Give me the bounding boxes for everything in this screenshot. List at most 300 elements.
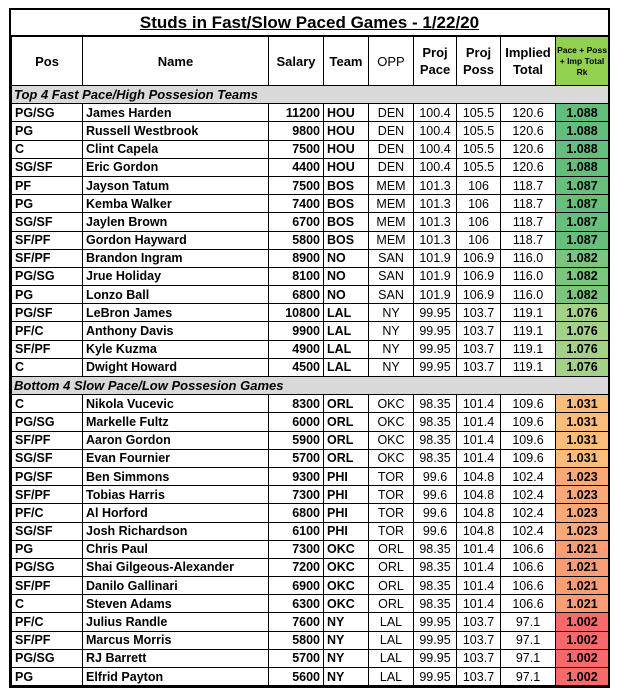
cell-proj-pace: 101.3: [414, 195, 457, 213]
section-header-row: [12, 377, 609, 395]
cell-pos: PG/SF: [12, 467, 83, 485]
cell-rank: 1.002: [556, 649, 609, 667]
cell-opp: OKC: [369, 449, 414, 467]
cell-proj-pace: 101.9: [414, 286, 457, 304]
cell-team: BOS: [324, 176, 369, 194]
cell-name: Jayson Tatum: [83, 176, 269, 194]
cell-opp: SAN: [369, 249, 414, 267]
table-row: [12, 668, 609, 686]
cell-implied-total: 119.1: [501, 304, 556, 322]
header-pos: Pos: [12, 37, 83, 86]
cell-proj-pace: 98.35: [414, 431, 457, 449]
cell-opp: NY: [369, 340, 414, 358]
cell-proj-poss: 103.7: [457, 304, 501, 322]
table-row: [12, 267, 609, 285]
cell-name: Julius Randle: [83, 613, 269, 631]
cell-salary: 8900: [269, 249, 324, 267]
table-row: [12, 104, 609, 122]
cell-proj-poss: 101.4: [457, 395, 501, 413]
table-row: [12, 140, 609, 158]
cell-team: OKC: [324, 595, 369, 613]
cell-opp: TOR: [369, 486, 414, 504]
cell-rank: 1.021: [556, 558, 609, 576]
cell-salary: 8300: [269, 395, 324, 413]
table-row: [12, 213, 609, 231]
cell-pos: PF/C: [12, 504, 83, 522]
cell-proj-pace: 99.95: [414, 340, 457, 358]
cell-team: BOS: [324, 213, 369, 231]
cell-name: Ben Simmons: [83, 467, 269, 485]
header-row: [12, 37, 609, 86]
table-row: [12, 231, 609, 249]
table-row: [12, 122, 609, 140]
cell-salary: 7400: [269, 195, 324, 213]
cell-pos: SF/PF: [12, 486, 83, 504]
cell-implied-total: 97.1: [501, 631, 556, 649]
cell-salary: 5800: [269, 631, 324, 649]
cell-proj-poss: 103.7: [457, 358, 501, 376]
table-row: [12, 195, 609, 213]
cell-implied-total: 102.4: [501, 522, 556, 540]
cell-proj-poss: 105.5: [457, 104, 501, 122]
cell-proj-pace: 99.95: [414, 649, 457, 667]
cell-implied-total: 97.1: [501, 668, 556, 686]
cell-proj-poss: 105.5: [457, 158, 501, 176]
cell-proj-poss: 104.8: [457, 522, 501, 540]
cell-salary: 8100: [269, 267, 324, 285]
cell-salary: 4500: [269, 358, 324, 376]
header-salary: Salary: [269, 37, 324, 86]
cell-opp: DEN: [369, 104, 414, 122]
cell-team: ORL: [324, 431, 369, 449]
table-body: [12, 86, 609, 686]
cell-pos: PG/SF: [12, 304, 83, 322]
cell-team: OKC: [324, 558, 369, 576]
cell-implied-total: 116.0: [501, 267, 556, 285]
cell-pos: SG/SF: [12, 158, 83, 176]
cell-implied-total: 106.6: [501, 577, 556, 595]
cell-opp: OKC: [369, 431, 414, 449]
cell-proj-pace: 101.3: [414, 213, 457, 231]
cell-proj-poss: 106.9: [457, 286, 501, 304]
cell-salary: 9900: [269, 322, 324, 340]
cell-opp: TOR: [369, 504, 414, 522]
cell-salary: 6900: [269, 577, 324, 595]
cell-opp: SAN: [369, 286, 414, 304]
cell-name: Chris Paul: [83, 540, 269, 558]
cell-team: LAL: [324, 304, 369, 322]
cell-salary: 6800: [269, 504, 324, 522]
cell-implied-total: 97.1: [501, 613, 556, 631]
cell-proj-pace: 99.95: [414, 631, 457, 649]
cell-salary: 6300: [269, 595, 324, 613]
cell-proj-poss: 103.7: [457, 649, 501, 667]
cell-rank: 1.088: [556, 158, 609, 176]
cell-proj-pace: 99.95: [414, 668, 457, 686]
cell-opp: ORL: [369, 558, 414, 576]
table-row: [12, 522, 609, 540]
cell-name: Markelle Fultz: [83, 413, 269, 431]
cell-implied-total: 102.4: [501, 504, 556, 522]
cell-pos: PG: [12, 286, 83, 304]
cell-opp: SAN: [369, 267, 414, 285]
cell-proj-pace: 100.4: [414, 122, 457, 140]
cell-rank: 1.076: [556, 340, 609, 358]
cell-pos: SG/SF: [12, 522, 83, 540]
cell-implied-total: 116.0: [501, 249, 556, 267]
cell-proj-poss: 101.4: [457, 449, 501, 467]
cell-proj-pace: 99.95: [414, 304, 457, 322]
cell-team: HOU: [324, 140, 369, 158]
cell-salary: 5800: [269, 231, 324, 249]
cell-team: PHI: [324, 467, 369, 485]
cell-proj-pace: 101.9: [414, 267, 457, 285]
cell-rank: 1.088: [556, 122, 609, 140]
cell-proj-pace: 98.35: [414, 413, 457, 431]
cell-name: Aaron Gordon: [83, 431, 269, 449]
cell-proj-poss: 103.7: [457, 340, 501, 358]
table-row: [12, 249, 609, 267]
cell-team: NY: [324, 668, 369, 686]
cell-proj-poss: 101.4: [457, 413, 501, 431]
cell-proj-poss: 101.4: [457, 595, 501, 613]
cell-proj-pace: 98.35: [414, 449, 457, 467]
cell-team: BOS: [324, 231, 369, 249]
cell-rank: 1.021: [556, 577, 609, 595]
cell-name: Evan Fournier: [83, 449, 269, 467]
cell-pos: SF/PF: [12, 577, 83, 595]
cell-salary: 5600: [269, 668, 324, 686]
cell-implied-total: 119.1: [501, 358, 556, 376]
header-team: Team: [324, 37, 369, 86]
cell-proj-poss: 101.4: [457, 577, 501, 595]
cell-implied-total: 102.4: [501, 486, 556, 504]
cell-team: NO: [324, 249, 369, 267]
cell-proj-poss: 106: [457, 195, 501, 213]
cell-implied-total: 116.0: [501, 286, 556, 304]
cell-team: PHI: [324, 486, 369, 504]
cell-rank: 1.082: [556, 286, 609, 304]
cell-pos: SF/PF: [12, 340, 83, 358]
cell-rank: 1.023: [556, 522, 609, 540]
cell-team: LAL: [324, 358, 369, 376]
cell-name: Dwight Howard: [83, 358, 269, 376]
cell-implied-total: 109.6: [501, 431, 556, 449]
cell-opp: DEN: [369, 140, 414, 158]
cell-proj-pace: 99.6: [414, 504, 457, 522]
table-row: [12, 449, 609, 467]
cell-rank: 1.023: [556, 504, 609, 522]
cell-proj-pace: 101.3: [414, 176, 457, 194]
cell-rank: 1.002: [556, 668, 609, 686]
cell-salary: 7200: [269, 558, 324, 576]
cell-salary: 4400: [269, 158, 324, 176]
cell-pos: PF/C: [12, 322, 83, 340]
cell-team: OKC: [324, 577, 369, 595]
cell-name: Brandon Ingram: [83, 249, 269, 267]
cell-team: ORL: [324, 395, 369, 413]
section-header-row: [12, 86, 609, 104]
cell-implied-total: 109.6: [501, 449, 556, 467]
header-name: Name: [83, 37, 269, 86]
cell-team: ORL: [324, 413, 369, 431]
table-row: [12, 322, 609, 340]
cell-name: Eric Gordon: [83, 158, 269, 176]
cell-name: Jaylen Brown: [83, 213, 269, 231]
cell-proj-pace: 99.6: [414, 522, 457, 540]
table-row: [12, 304, 609, 322]
table-row: [12, 413, 609, 431]
cell-pos: PG: [12, 540, 83, 558]
cell-opp: DEN: [369, 158, 414, 176]
cell-rank: 1.087: [556, 213, 609, 231]
cell-proj-pace: 98.35: [414, 595, 457, 613]
table-row: [12, 431, 609, 449]
cell-proj-pace: 99.6: [414, 467, 457, 485]
cell-rank: 1.023: [556, 467, 609, 485]
table-row: [12, 504, 609, 522]
cell-team: HOU: [324, 158, 369, 176]
header-rank: Pace + Poss + Imp Total Rk: [556, 37, 609, 86]
cell-rank: 1.031: [556, 395, 609, 413]
cell-pos: SF/PF: [12, 431, 83, 449]
cell-team: LAL: [324, 340, 369, 358]
cell-proj-poss: 101.4: [457, 431, 501, 449]
cell-implied-total: 106.6: [501, 595, 556, 613]
cell-rank: 1.088: [556, 104, 609, 122]
cell-team: PHI: [324, 504, 369, 522]
cell-pos: PG: [12, 668, 83, 686]
cell-proj-pace: 99.95: [414, 322, 457, 340]
cell-proj-pace: 101.3: [414, 231, 457, 249]
cell-implied-total: 120.6: [501, 140, 556, 158]
cell-opp: ORL: [369, 577, 414, 595]
cell-pos: SF/PF: [12, 249, 83, 267]
cell-name: Tobias Harris: [83, 486, 269, 504]
spreadsheet: [9, 8, 610, 688]
cell-name: Danilo Gallinari: [83, 577, 269, 595]
cell-name: Jrue Holiday: [83, 267, 269, 285]
cell-pos: C: [12, 595, 83, 613]
cell-pos: C: [12, 140, 83, 158]
header-implied-total: Implied Total: [501, 37, 556, 86]
cell-team: NY: [324, 613, 369, 631]
cell-proj-poss: 105.5: [457, 122, 501, 140]
cell-proj-pace: 98.35: [414, 540, 457, 558]
cell-name: Steven Adams: [83, 595, 269, 613]
cell-opp: MEM: [369, 176, 414, 194]
cell-salary: 7300: [269, 486, 324, 504]
cell-proj-poss: 104.8: [457, 486, 501, 504]
cell-rank: 1.082: [556, 249, 609, 267]
cell-implied-total: 97.1: [501, 649, 556, 667]
cell-implied-total: 120.6: [501, 104, 556, 122]
cell-rank: 1.087: [556, 176, 609, 194]
cell-salary: 4900: [269, 340, 324, 358]
table-row: [12, 558, 609, 576]
cell-pos: PF/C: [12, 613, 83, 631]
cell-rank: 1.031: [556, 449, 609, 467]
cell-salary: 5900: [269, 431, 324, 449]
cell-team: NY: [324, 649, 369, 667]
cell-name: Marcus Morris: [83, 631, 269, 649]
cell-opp: MEM: [369, 231, 414, 249]
cell-proj-poss: 103.7: [457, 631, 501, 649]
cell-rank: 1.002: [556, 631, 609, 649]
cell-team: HOU: [324, 122, 369, 140]
cell-opp: LAL: [369, 631, 414, 649]
cell-pos: SG/SF: [12, 449, 83, 467]
cell-rank: 1.087: [556, 231, 609, 249]
header-proj-poss: Proj Poss: [457, 37, 501, 86]
cell-opp: TOR: [369, 522, 414, 540]
cell-name: Clint Capela: [83, 140, 269, 158]
cell-team: HOU: [324, 104, 369, 122]
cell-name: Kemba Walker: [83, 195, 269, 213]
table-row: [12, 486, 609, 504]
table-row: [12, 358, 609, 376]
cell-pos: C: [12, 358, 83, 376]
cell-opp: ORL: [369, 540, 414, 558]
cell-pos: PG/SG: [12, 413, 83, 431]
cell-salary: 10800: [269, 304, 324, 322]
cell-opp: OKC: [369, 413, 414, 431]
cell-name: Elfrid Payton: [83, 668, 269, 686]
cell-name: Russell Westbrook: [83, 122, 269, 140]
section-label: Bottom 4 Slow Pace/Low Possesion Games: [12, 377, 609, 395]
cell-proj-pace: 100.4: [414, 158, 457, 176]
table-row: [12, 158, 609, 176]
cell-opp: MEM: [369, 195, 414, 213]
cell-team: OKC: [324, 540, 369, 558]
cell-proj-pace: 101.9: [414, 249, 457, 267]
table-row: [12, 467, 609, 485]
cell-pos: PG: [12, 195, 83, 213]
cell-implied-total: 118.7: [501, 195, 556, 213]
cell-rank: 1.076: [556, 304, 609, 322]
cell-team: PHI: [324, 522, 369, 540]
table-row: [12, 613, 609, 631]
cell-implied-total: 118.7: [501, 176, 556, 194]
cell-name: James Harden: [83, 104, 269, 122]
cell-opp: LAL: [369, 613, 414, 631]
cell-implied-total: 106.6: [501, 558, 556, 576]
cell-rank: 1.076: [556, 322, 609, 340]
cell-proj-pace: 99.95: [414, 613, 457, 631]
cell-rank: 1.023: [556, 486, 609, 504]
cell-salary: 7300: [269, 540, 324, 558]
cell-pos: PG/SG: [12, 649, 83, 667]
cell-proj-poss: 104.8: [457, 467, 501, 485]
cell-pos: PF: [12, 176, 83, 194]
cell-rank: 1.021: [556, 595, 609, 613]
cell-team: NO: [324, 267, 369, 285]
cell-proj-poss: 103.7: [457, 668, 501, 686]
table-row: [12, 286, 609, 304]
cell-team: ORL: [324, 449, 369, 467]
cell-team: LAL: [324, 322, 369, 340]
header-opp: OPP: [369, 37, 414, 86]
table-row: [12, 540, 609, 558]
cell-implied-total: 109.6: [501, 413, 556, 431]
cell-team: NO: [324, 286, 369, 304]
cell-pos: SF/PF: [12, 631, 83, 649]
cell-proj-poss: 104.8: [457, 504, 501, 522]
cell-salary: 7500: [269, 176, 324, 194]
cell-salary: 7600: [269, 613, 324, 631]
cell-pos: PG/SG: [12, 267, 83, 285]
cell-name: Nikola Vucevic: [83, 395, 269, 413]
cell-salary: 9300: [269, 467, 324, 485]
cell-implied-total: 118.7: [501, 213, 556, 231]
cell-team: NY: [324, 631, 369, 649]
cell-proj-pace: 99.6: [414, 486, 457, 504]
cell-proj-poss: 106: [457, 176, 501, 194]
cell-implied-total: 119.1: [501, 340, 556, 358]
cell-pos: PG/SG: [12, 104, 83, 122]
table-row: [12, 595, 609, 613]
cell-implied-total: 106.6: [501, 540, 556, 558]
cell-rank: 1.031: [556, 413, 609, 431]
cell-rank: 1.002: [556, 613, 609, 631]
cell-proj-poss: 103.7: [457, 613, 501, 631]
cell-opp: LAL: [369, 649, 414, 667]
cell-proj-poss: 103.7: [457, 322, 501, 340]
cell-rank: 1.076: [556, 358, 609, 376]
cell-opp: NY: [369, 304, 414, 322]
header-proj-pace: Proj Pace: [414, 37, 457, 86]
cell-name: Al Horford: [83, 504, 269, 522]
cell-opp: NY: [369, 322, 414, 340]
cell-rank: 1.082: [556, 267, 609, 285]
cell-salary: 7500: [269, 140, 324, 158]
table-row: [12, 631, 609, 649]
cell-rank: 1.088: [556, 140, 609, 158]
studs-table: [11, 36, 609, 686]
cell-name: Anthony Davis: [83, 322, 269, 340]
cell-rank: 1.087: [556, 195, 609, 213]
cell-proj-pace: 98.35: [414, 558, 457, 576]
cell-implied-total: 102.4: [501, 467, 556, 485]
cell-implied-total: 120.6: [501, 158, 556, 176]
cell-pos: C: [12, 395, 83, 413]
table-row: [12, 176, 609, 194]
cell-pos: PG: [12, 122, 83, 140]
cell-proj-poss: 106.9: [457, 249, 501, 267]
table-row: [12, 577, 609, 595]
cell-salary: 11200: [269, 104, 324, 122]
cell-opp: LAL: [369, 668, 414, 686]
cell-team: BOS: [324, 195, 369, 213]
cell-opp: ORL: [369, 595, 414, 613]
cell-proj-pace: 100.4: [414, 104, 457, 122]
cell-implied-total: 109.6: [501, 395, 556, 413]
table-row: [12, 649, 609, 667]
cell-proj-poss: 105.5: [457, 140, 501, 158]
cell-salary: 6700: [269, 213, 324, 231]
cell-proj-poss: 106.9: [457, 267, 501, 285]
section-label: Top 4 Fast Pace/High Possesion Teams: [12, 86, 609, 104]
cell-name: Kyle Kuzma: [83, 340, 269, 358]
table-row: [12, 340, 609, 358]
cell-name: LeBron James: [83, 304, 269, 322]
cell-proj-pace: 98.35: [414, 577, 457, 595]
cell-opp: NY: [369, 358, 414, 376]
cell-implied-total: 119.1: [501, 322, 556, 340]
cell-proj-poss: 101.4: [457, 540, 501, 558]
cell-proj-poss: 106: [457, 231, 501, 249]
cell-name: RJ Barrett: [83, 649, 269, 667]
